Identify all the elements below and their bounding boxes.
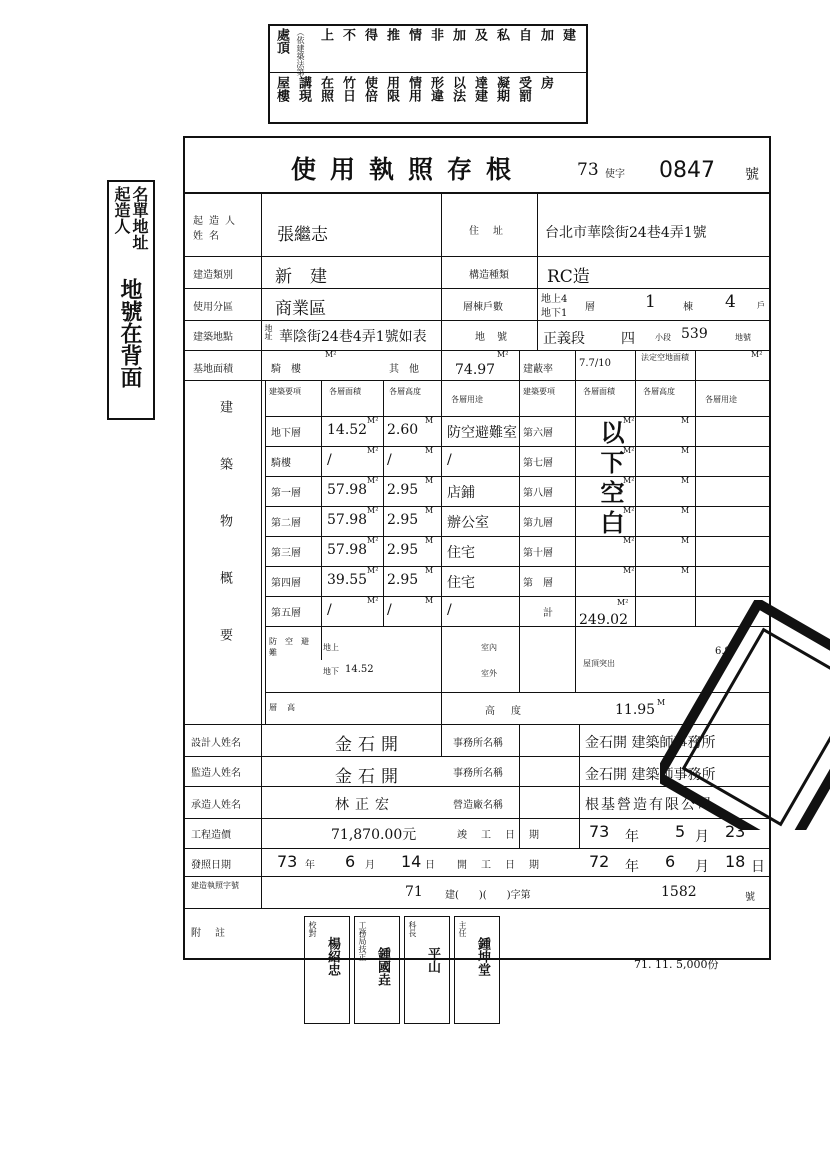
stamp-column-top: 建	[560, 28, 575, 41]
floor-row-height-unit: M	[425, 476, 434, 485]
floor-row-use: 辦公室	[447, 515, 489, 531]
floor-row-height-unit: M	[681, 566, 690, 575]
floor-row-area-unit: M²	[367, 506, 379, 515]
supervisor-firm-label: 事務所名稱	[453, 768, 503, 779]
stamp-column	[340, 28, 364, 120]
floor-row-use: 防空避難室	[447, 425, 517, 441]
permit-year: 71	[405, 884, 423, 900]
sig-name-1: 楊紹忠	[325, 937, 340, 976]
floors-below: 地下1	[541, 308, 568, 319]
open-space-label: 法定空地面積	[641, 353, 689, 362]
floor-row-area: 39.55	[327, 572, 368, 588]
floor-row-area: /	[327, 602, 332, 618]
permit-suffix: 號	[745, 892, 755, 903]
floor-row-area-unit: M²	[367, 416, 379, 425]
stamp-column-top: 私	[494, 28, 509, 41]
stamp-column-top: 加	[538, 28, 553, 41]
floor-row-height-unit: M	[425, 566, 434, 575]
permit-label: 建造執照字號	[191, 881, 239, 890]
floor-row-use: /	[447, 452, 452, 468]
stamp-column-top: 推	[384, 28, 399, 41]
floor-row-use: 住宅	[447, 575, 475, 591]
floor-row-area: 57.98	[327, 542, 368, 558]
applicant-label: 起造人姓名	[193, 216, 241, 242]
issue-month: 6	[345, 852, 356, 871]
total-unit: M²	[617, 598, 629, 607]
floor-row-use: 住宅	[447, 545, 475, 561]
start-month: 6	[665, 852, 676, 871]
stamp-column	[274, 28, 298, 120]
floor-row-height: 2.95	[387, 512, 419, 528]
floor-row-area-unit: M²	[367, 536, 379, 545]
floor-row-height-unit: M	[425, 536, 434, 545]
zone-label: 使用分區	[193, 302, 233, 313]
floor-row-area-unit: M²	[367, 596, 379, 605]
issue-month-char: 月	[365, 860, 375, 871]
type-label: 建造類別	[193, 270, 233, 281]
issue-day-char: 日	[425, 860, 435, 871]
other-label: 其他	[389, 364, 429, 375]
stamp-column-top: 自	[516, 28, 531, 41]
stamp-column-bottom: 凝期	[494, 76, 509, 102]
finish-label: 竣工日期	[457, 830, 553, 841]
buildings-unit: 棟	[683, 302, 693, 313]
address-label: 住址	[469, 226, 517, 237]
col-header-height-2: 各層高度	[643, 387, 675, 396]
floor-row-area: 57.98	[327, 482, 368, 498]
floor-row-item: 第二層	[271, 518, 301, 529]
finish-month: 5	[675, 822, 686, 841]
floor-row-use: /	[447, 602, 452, 618]
stamp-column-bottom: 達建	[472, 76, 487, 102]
floor-row-area: 57.98	[327, 512, 368, 528]
sig-label-2: 工務局技正	[358, 921, 367, 961]
start-year: 72	[589, 852, 610, 871]
buildings-count: 1	[645, 292, 656, 312]
col-header-use-2: 各層用途	[705, 395, 737, 404]
start-label: 開工日期	[457, 860, 553, 871]
signature-proofreader	[304, 916, 350, 1024]
stamp-column	[362, 28, 386, 120]
stamp-column	[450, 28, 474, 120]
stamp-column-bottom: 屋樓	[274, 76, 289, 102]
floor-row-height-unit: M	[681, 416, 690, 425]
floor-row-item: 第七層	[523, 458, 553, 469]
notice-stamp	[268, 24, 588, 124]
stamp-column	[472, 28, 496, 120]
doc-year: 73	[577, 160, 599, 180]
finish-day: 23	[725, 822, 746, 841]
stamp-column-bottom: 用限	[384, 76, 399, 102]
stamp-column-top: 非	[428, 28, 443, 41]
stamp-column-bottom: 在照	[318, 76, 333, 102]
stamp-column	[428, 28, 452, 120]
contractor-firm-label: 營造廠名稱	[453, 800, 503, 811]
stamp-column	[406, 28, 430, 120]
stamp-column	[384, 28, 408, 120]
contractor-label: 承造人姓名	[191, 800, 241, 811]
stamp-column-top: 情	[406, 28, 421, 41]
stamp-column-bottom: 形違	[428, 76, 443, 102]
col-header-area-2: 各層面積	[583, 387, 615, 396]
sig-name-4: 鍾坤堂	[475, 937, 490, 976]
floor-row-height: 2.95	[387, 542, 419, 558]
floors-above: 地上4	[541, 294, 568, 305]
doc-number: 0847	[659, 158, 715, 183]
footer-note: 71. 11. 5,000份	[634, 958, 719, 971]
signature-director	[454, 916, 500, 1024]
floor-row-area-unit: M²	[623, 446, 635, 455]
note-line-1: 起造人	[112, 186, 131, 234]
stamp-column-bottom: 房	[538, 76, 553, 89]
floors-label: 層棟戶數	[463, 302, 503, 313]
col-header-item: 建築要項	[269, 387, 301, 396]
floor-row-height-unit: M	[681, 446, 690, 455]
stamp-column-bottom: 講現	[296, 76, 311, 102]
section-label: 建築物概要	[217, 400, 232, 685]
start-year-char: 年	[625, 859, 639, 875]
floor-row-height-unit: M	[425, 416, 434, 425]
floor-row-height: 2.95	[387, 482, 419, 498]
shelter-indoor: 室內	[481, 643, 497, 652]
floor-row-area-unit: M²	[623, 566, 635, 575]
designer-firm-label: 事務所名稱	[453, 738, 503, 749]
shelter-value: 14.52	[345, 664, 374, 675]
stamp-column-bottom: 情用	[406, 76, 421, 102]
floor-row-item: 第九層	[523, 518, 553, 529]
lot-subsection-num: 四	[621, 331, 635, 347]
stamp-column	[296, 28, 320, 120]
floor-row-height-unit: M	[681, 476, 690, 485]
type-value: 新建	[275, 267, 345, 287]
start-month-char: 月	[695, 859, 709, 875]
area-label: 基地面積	[193, 364, 233, 375]
remark-label: 附註	[191, 928, 239, 939]
shelter-above: 地上	[323, 643, 339, 652]
designer-firm: 金石開 建築師事務所	[585, 735, 716, 751]
lot-suffix: 地號	[735, 333, 751, 342]
floor-row-height: /	[387, 452, 392, 468]
supervisor-firm: 金石開 建築師事務所	[585, 767, 716, 783]
signature-engineer	[354, 916, 400, 1024]
col-header-height: 各層高度	[389, 387, 421, 396]
height-value: 11.95	[615, 702, 656, 718]
lot-label: 地號	[475, 332, 519, 343]
sig-name-3: 平山	[425, 947, 440, 973]
site-sublabel: 地址	[264, 324, 273, 340]
floor-row-area-unit: M²	[367, 566, 379, 575]
height-unit: M	[657, 698, 666, 707]
issue-year-char: 年	[305, 860, 315, 871]
floor-row-area-unit: M²	[623, 536, 635, 545]
zone-value: 商業區	[275, 299, 326, 319]
stamp-column	[318, 28, 342, 120]
floor-row-height-unit: M	[425, 506, 434, 515]
floor-row-item: 第四層	[271, 578, 301, 589]
stamp-column-top: （依建築法第	[296, 28, 305, 76]
contractor-value: 林正宏	[335, 797, 395, 813]
sig-label-3: 科長	[408, 921, 417, 937]
stamp-column	[560, 28, 584, 120]
supervisor-value: 金石開	[335, 767, 404, 787]
floor-row-area: 14.52	[327, 422, 368, 438]
floor-row-area: /	[327, 452, 332, 468]
stamp-column-bottom: 以法	[450, 76, 465, 102]
roof-value: 6.9	[715, 646, 731, 657]
floor-row-use: 店鋪	[447, 485, 475, 501]
arcade-label: 騎樓	[271, 364, 311, 375]
floor-height-label: 層高	[269, 703, 305, 712]
lot-section: 正義段	[543, 331, 585, 347]
start-day-char: 日	[751, 859, 765, 875]
use-permit-stub-form	[183, 136, 771, 960]
note-line-3: 地號在背面	[117, 278, 143, 388]
height-label: 高度	[485, 706, 537, 717]
stamp-column-top: 上	[318, 28, 333, 41]
floor-row-area-unit: M²	[367, 446, 379, 455]
floor-row-height: 2.95	[387, 572, 419, 588]
other-value: 74.97	[455, 362, 496, 378]
stamp-column-top: 不	[340, 28, 355, 41]
roof-label: 屋頂突出	[583, 659, 615, 668]
floor-row-item: 第 層	[523, 578, 553, 589]
total-label: 計	[543, 608, 553, 619]
stamp-column-top: 及	[472, 28, 487, 41]
issue-day: 14	[401, 852, 422, 871]
shelter-label: 防空避難	[269, 637, 317, 657]
shelter-outdoor: 室外	[481, 669, 497, 678]
lot-subsection: 小段	[655, 333, 671, 342]
col-header-item-2: 建築要項	[523, 387, 555, 396]
floor-row-height: /	[387, 602, 392, 618]
cost-label: 工程造價	[191, 830, 231, 841]
stamp-column-bottom: 竹日	[340, 76, 355, 102]
floor-row-area-unit: M²	[623, 506, 635, 515]
form-title: 使用執照存根	[291, 155, 526, 184]
stamp-column-top: 加	[450, 28, 465, 41]
permit-mid: 建( )( )字第	[445, 890, 531, 901]
applicant-value: 張繼志	[277, 225, 328, 245]
floor-row-item: 第五層	[271, 608, 301, 619]
open-space-unit: M²	[751, 350, 763, 359]
floor-row-item: 騎樓	[271, 458, 291, 469]
other-unit: M²	[497, 350, 509, 359]
stamp-column-top: 得	[362, 28, 377, 41]
contractor-firm: 根基營造有限公司	[585, 797, 713, 813]
sig-label-4: 主任	[458, 921, 467, 937]
finish-year-char: 年	[625, 829, 639, 845]
designer-label: 設計人姓名	[191, 738, 241, 749]
arcade-unit: M²	[325, 350, 337, 359]
floor-row-height-unit: M	[425, 596, 434, 605]
col-header-area: 各層面積	[329, 387, 361, 396]
permit-number: 1582	[661, 884, 697, 900]
coverage-value: 7.7/10	[579, 358, 611, 369]
stamp-column-bottom: 受罰	[516, 76, 531, 102]
sig-label-1: 校對	[308, 921, 317, 937]
structure-label: 構造種類	[469, 270, 509, 281]
site-label: 建築地點	[193, 332, 233, 343]
floor-row-height-unit: M	[681, 506, 690, 515]
shelter-below: 地下	[323, 667, 339, 676]
coverage-label: 建蔽率	[523, 364, 553, 375]
floor-row-item: 第八層	[523, 488, 553, 499]
designer-value: 金石開	[335, 735, 404, 755]
floor-row-area-unit: M²	[623, 416, 635, 425]
total-value: 249.02	[579, 612, 628, 628]
supervisor-label: 監造人姓名	[191, 768, 241, 779]
doc-char: 使字	[605, 169, 625, 180]
floor-row-item: 第三層	[271, 548, 301, 559]
finish-month-char: 月	[695, 829, 709, 845]
floor-row-area-unit: M²	[367, 476, 379, 485]
doc-suffix: 號	[745, 167, 759, 183]
signature-section-chief	[404, 916, 450, 1024]
finish-year: 73	[589, 822, 610, 841]
col-header-use: 各層用途	[451, 395, 483, 404]
stamp-column-top: 處頂	[274, 28, 289, 54]
floor-row-height-unit: M	[425, 446, 434, 455]
stamp-column	[494, 28, 518, 120]
stamp-column-bottom: 使倍	[362, 76, 377, 102]
floor-row-height: 2.60	[387, 422, 419, 438]
address-value: 台北市華陰街24巷4弄1號	[545, 225, 707, 241]
stamp-column	[516, 28, 540, 120]
cost-value: 71,870.00元	[331, 827, 417, 843]
households-count: 4	[725, 292, 736, 312]
site-value: 華陰街24巷4弄1號如表	[279, 329, 427, 345]
households-unit: 戶	[757, 301, 765, 310]
official-seal-stamp	[660, 600, 830, 830]
floor-row-item: 第十層	[523, 548, 553, 559]
issue-label: 發照日期	[191, 860, 231, 871]
floors-unit: 層	[585, 302, 595, 313]
blank-below-note: 以下空白	[596, 420, 625, 540]
note-line-2: 名單地址	[130, 186, 149, 250]
floor-row-area-unit: M²	[623, 476, 635, 485]
start-day: 18	[725, 852, 746, 871]
applicant-address-note	[107, 180, 155, 420]
issue-year: 73	[277, 852, 298, 871]
stamp-column	[538, 28, 562, 120]
lot-number: 539	[681, 326, 708, 342]
floor-row-item: 第一層	[271, 488, 301, 499]
approval-signatures	[300, 912, 500, 1027]
sig-name-2: 鍾國垚	[375, 947, 390, 986]
floor-row-item: 地下層	[271, 428, 301, 439]
floor-row-item: 第六層	[523, 428, 553, 439]
floor-row-height-unit: M	[681, 536, 690, 545]
structure-value: RC造	[547, 267, 590, 287]
